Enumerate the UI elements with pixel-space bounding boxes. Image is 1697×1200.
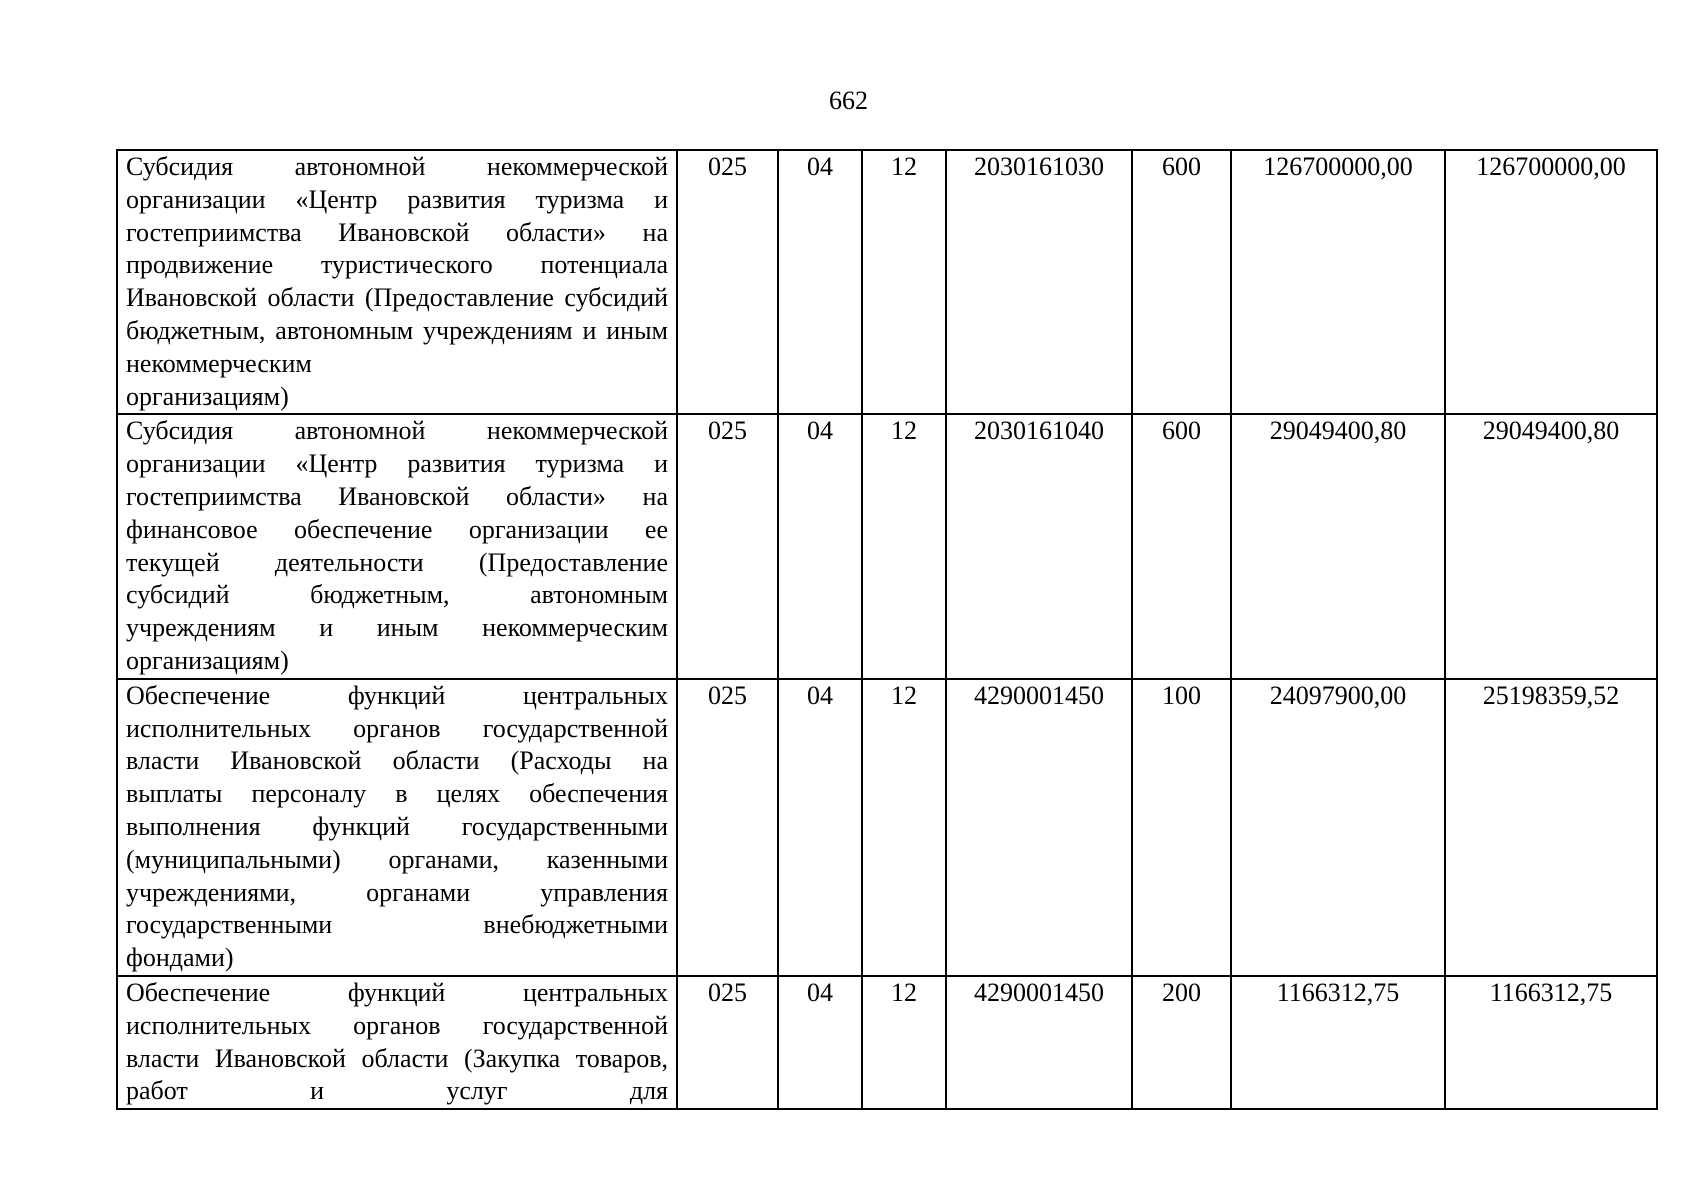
target-article-cell: 4290001450: [946, 976, 1132, 1109]
expense-type-cell: 100: [1132, 679, 1231, 976]
ministry-code-cell: 025: [677, 976, 778, 1109]
subsection-code-cell: 12: [862, 679, 946, 976]
amount-1-cell: 24097900,00: [1231, 679, 1445, 976]
subsection-code-cell: 12: [862, 414, 946, 678]
budget-table: [116, 149, 1658, 1110]
table-row: [117, 976, 1657, 1109]
description-cell: [117, 150, 677, 414]
target-article-cell: 4290001450: [946, 679, 1132, 976]
description-text: Субсидия автономной некоммерческой организации «Центр развития туризма и гостеприимства Ивановской области» на продвижение туристического потенциала Ивановской области (Предоставление субсидий бюджетным, автономным учреждениям и иным некоммерческим: [126, 152, 668, 378]
page-number: 662: [829, 86, 868, 115]
description-end-text: организациям): [126, 381, 289, 411]
amount-2-cell: 1166312,75: [1445, 976, 1657, 1109]
section-code-cell: 04: [778, 976, 862, 1109]
expense-type-cell: 200: [1132, 976, 1231, 1109]
description-end-text: фондами): [126, 943, 234, 973]
amount-1-cell: 1166312,75: [1231, 976, 1445, 1109]
description-text: Обеспечение функций центральных исполнительных органов государственной власти Ивановской области (Расходы на выплаты персоналу в целях обеспечения выполнения функций государственными (муниципальными) органами, казенными учреждениями, органами управления государственными внебюджетными: [126, 680, 668, 940]
target-article-cell: 2030161030: [946, 150, 1132, 414]
table-row: [117, 150, 1657, 414]
subsection-code-cell: 12: [862, 976, 946, 1109]
ministry-code-cell: 025: [677, 414, 778, 678]
amount-2-cell: 126700000,00: [1445, 150, 1657, 414]
amount-2-cell: 25198359,52: [1445, 679, 1657, 976]
ministry-code-cell: 025: [677, 679, 778, 976]
description-text: Обеспечение функций центральных исполнительных органов государственной власти Ивановской области (Закупка товаров, работ и услуг для: [126, 977, 668, 1106]
description-cell: [117, 976, 677, 1109]
description-end-text: организациям): [126, 645, 289, 675]
description-cell: [117, 679, 677, 976]
description-cell: [117, 414, 677, 678]
table-row: [117, 679, 1657, 976]
table-row: [117, 414, 1657, 678]
expense-type-cell: 600: [1132, 150, 1231, 414]
amount-1-cell: 29049400,80: [1231, 414, 1445, 678]
subsection-code-cell: 12: [862, 150, 946, 414]
section-code-cell: 04: [778, 414, 862, 678]
description-text: Субсидия автономной некоммерческой организации «Центр развития туризма и гостеприимства Ивановской области» на финансовое обеспечение организации ее текущей деятельности (Предоставление субсидий бюджетным, автономным учреждениям и иным некоммерческим: [126, 416, 668, 643]
target-article-cell: 2030161040: [946, 414, 1132, 678]
section-code-cell: 04: [778, 150, 862, 414]
expense-type-cell: 600: [1132, 414, 1231, 678]
section-code-cell: 04: [778, 679, 862, 976]
ministry-code-cell: 025: [677, 150, 778, 414]
amount-1-cell: 126700000,00: [1231, 150, 1445, 414]
amount-2-cell: 29049400,80: [1445, 414, 1657, 678]
